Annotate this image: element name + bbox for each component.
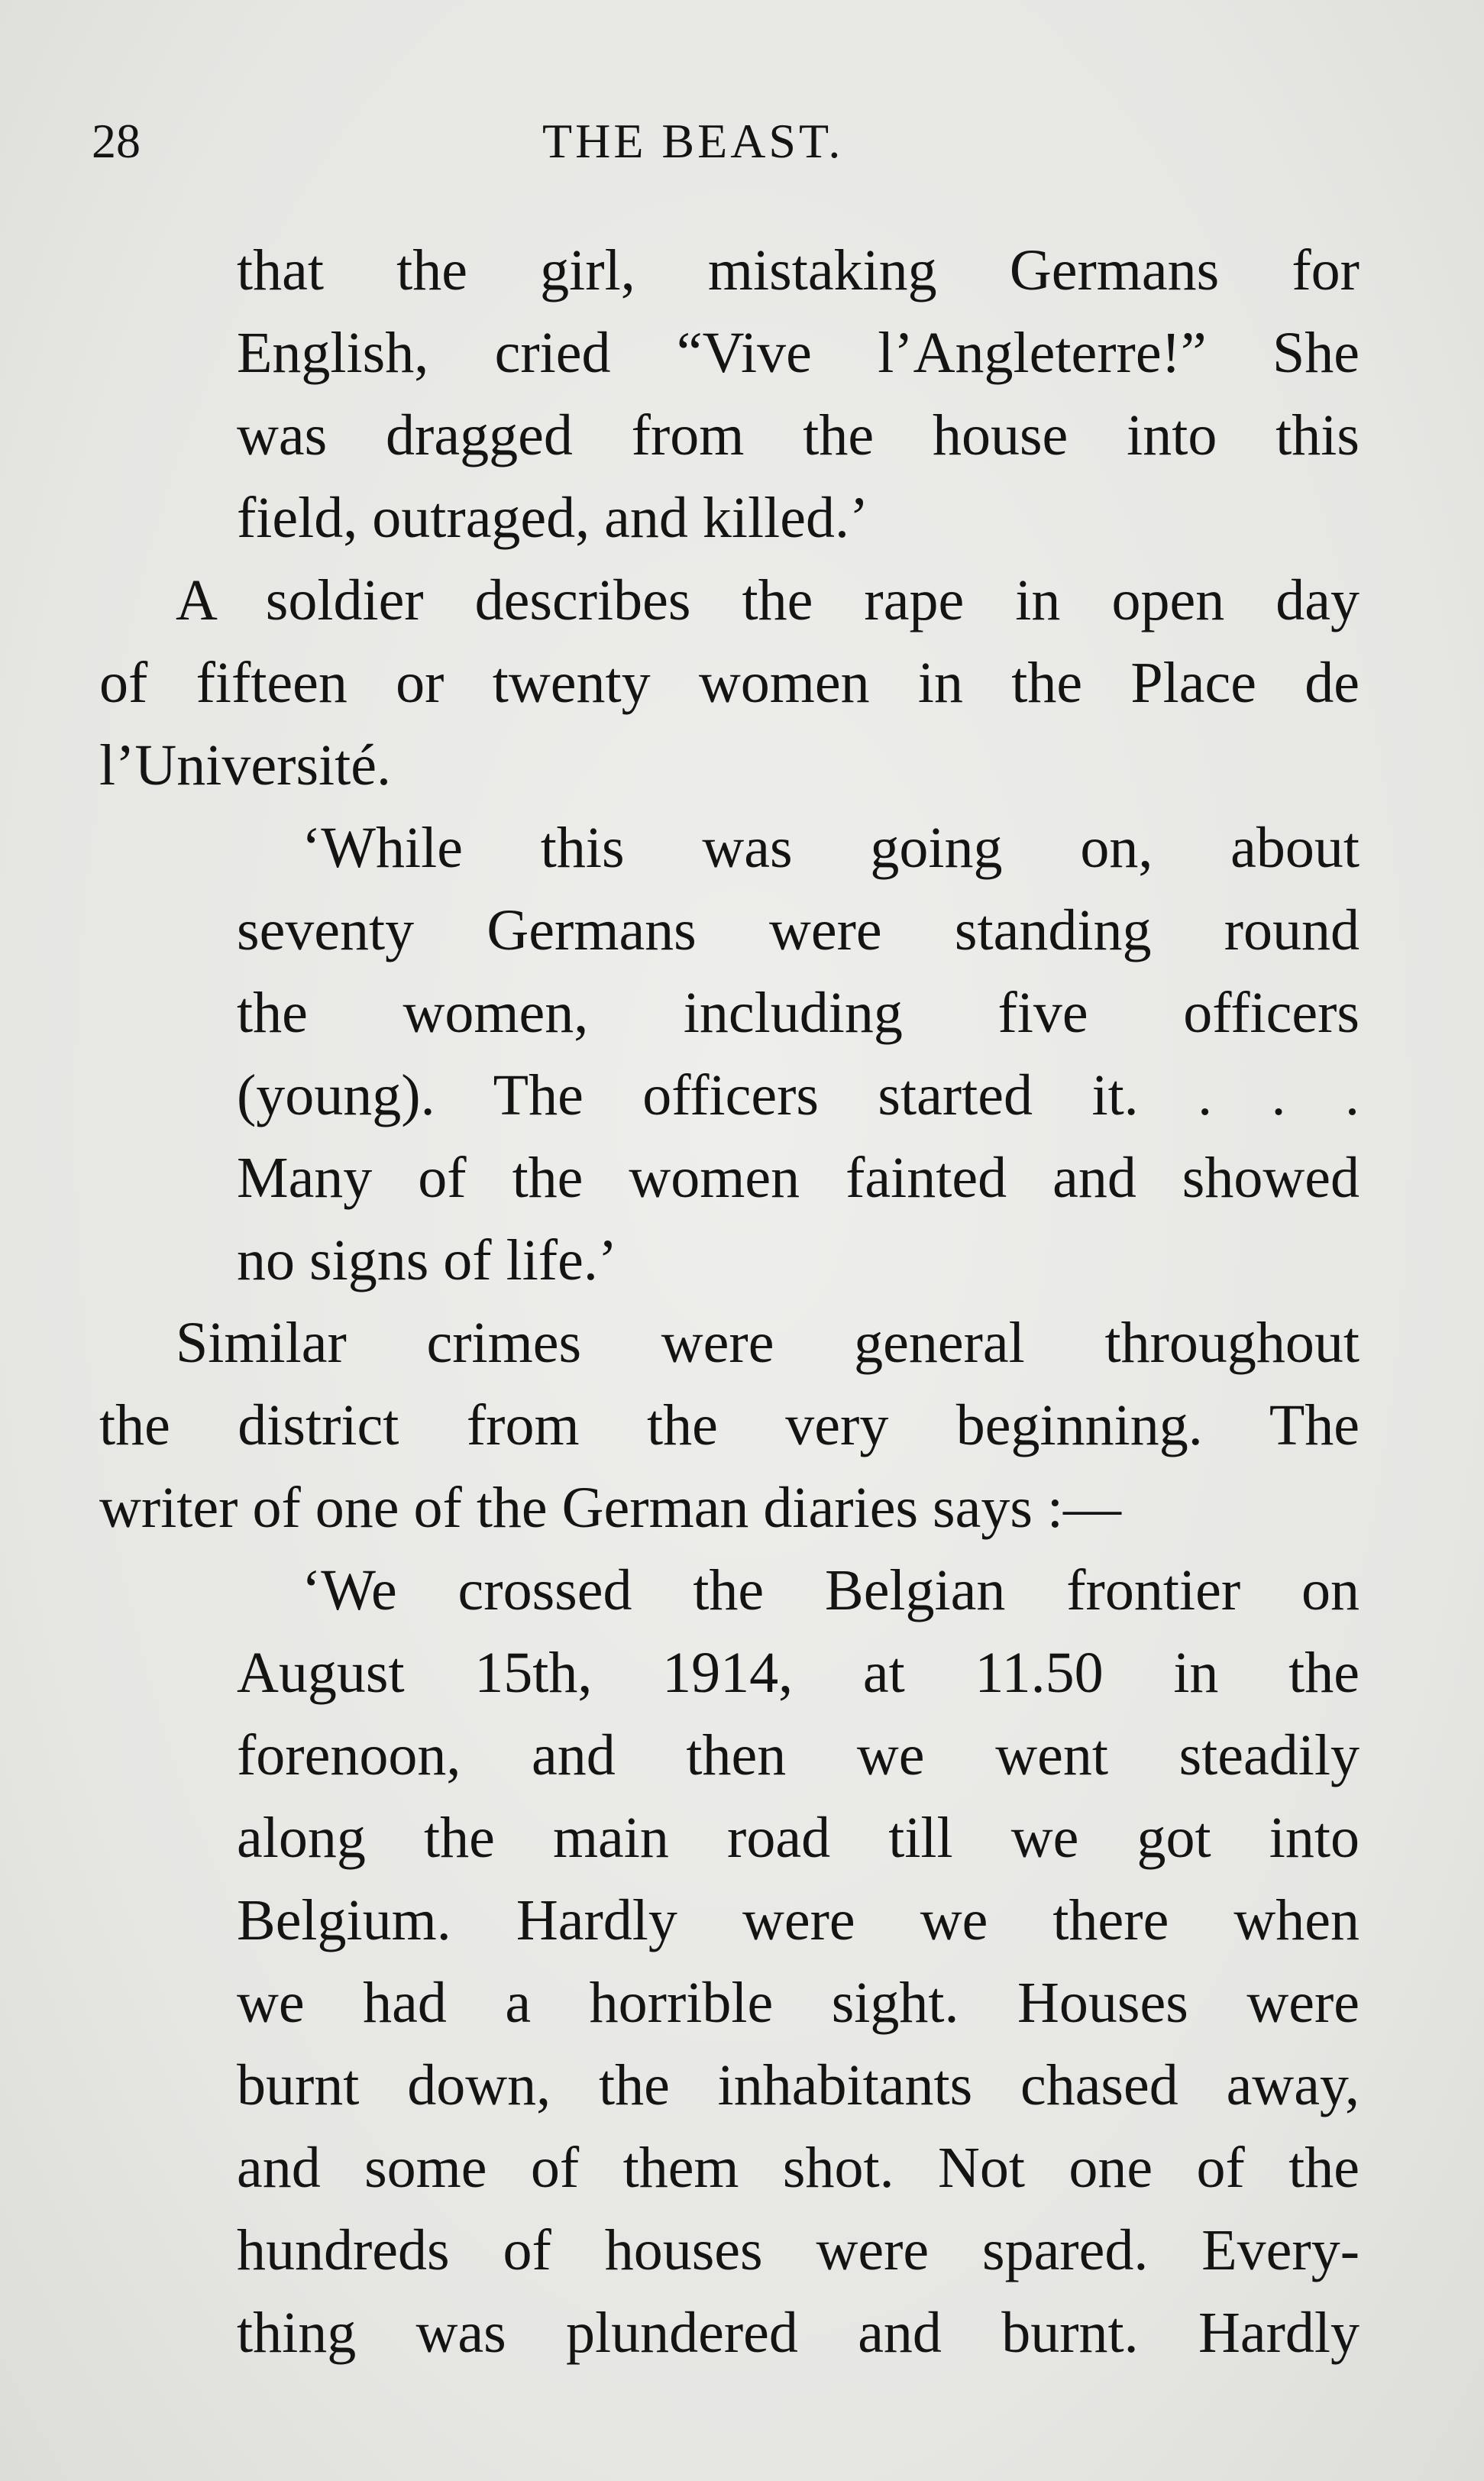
- paragraph-2: [99, 1302, 1360, 1549]
- text-line: English, cried “Vive l’Angleterre!” She: [237, 321, 1360, 385]
- quote-block-1: [237, 229, 1360, 559]
- text-line: hundreds of houses were spared. Every-: [237, 2218, 1360, 2282]
- text-line: we had a horrible sight. Houses were: [237, 1971, 1360, 2035]
- text-line: was dragged from the house into this: [237, 403, 1360, 467]
- text-line: forenoon, and then we went steadily: [237, 1723, 1360, 1787]
- quote-block-2: [237, 807, 1360, 1302]
- text-line: burnt down, the inhabitants chased away,: [237, 2053, 1360, 2117]
- text-line: of fifteen or twenty women in the Place de: [99, 651, 1360, 715]
- text-line: writer of one of the German diaries says :—: [99, 1476, 1122, 1540]
- running-title: THE BEAST.: [542, 114, 844, 168]
- page-number: 28: [92, 114, 141, 168]
- text-line: the district from the very beginning. The: [99, 1393, 1360, 1457]
- text-line: Many of the women fainted and showed: [237, 1146, 1360, 1210]
- paragraph-1: [99, 559, 1360, 807]
- page-header: [92, 107, 1360, 176]
- body-text: [0, 229, 1484, 2374]
- text-line: that the girl, mistaking Germans for: [237, 238, 1360, 302]
- text-line: August 15th, 1914, at 11.50 in the: [237, 1641, 1360, 1705]
- text-line: field, outraged, and killed.’: [237, 486, 869, 550]
- text-line: along the main road till we got into: [237, 1806, 1360, 1870]
- text-line: A soldier describes the rape in open day: [176, 568, 1360, 632]
- text-line: l’Université.: [99, 733, 392, 797]
- text-line: Belgium. Hardly were we there when: [237, 1888, 1360, 1952]
- text-line: ‘While this was going on, about: [302, 816, 1360, 880]
- text-line: (young). The officers started it. . . .: [237, 1063, 1360, 1127]
- text-line: and some of them shot. Not one of the: [237, 2136, 1360, 2200]
- text-line: seventy Germans were standing round: [237, 898, 1360, 962]
- quote-block-3: [237, 1549, 1360, 2374]
- text-line: no signs of life.’: [237, 1228, 618, 1292]
- text-line: the women, including five officers: [237, 981, 1360, 1045]
- text-line: ‘We crossed the Belgian frontier on: [302, 1558, 1360, 1622]
- text-line: thing was plundered and burnt. Hardly: [237, 2301, 1360, 2365]
- text-line: Similar crimes were general throughout: [176, 1311, 1360, 1375]
